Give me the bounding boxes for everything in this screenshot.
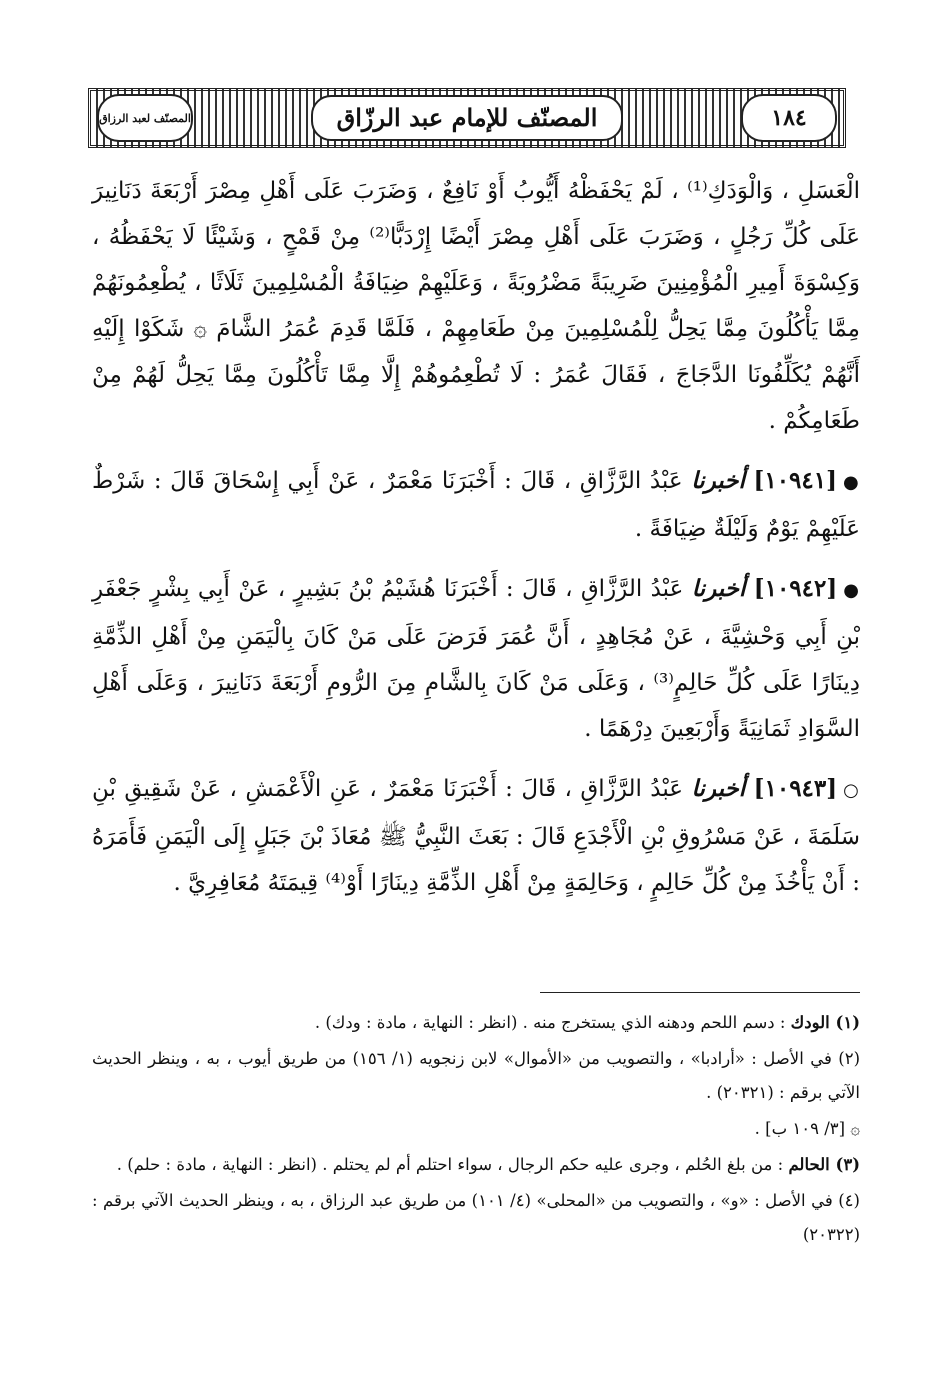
hadith-10943 [92,766,860,906]
footnote-term: (١) الودك [790,1013,860,1032]
hadith-number: [١٠٩٤٢] [753,575,838,602]
paragraph-continued: الْعَسَلِ ، وَالْوَدَكِ⁽¹⁾ ، لَمْ يَحْفَظْهُ أَيُّوبُ أَوْ نَافِعٌ ، وَضَرَبَ عَلَى أَهْلِ مِصْرَ أَرْبَعَةَ دَنَانِيرَ عَلَى كُلِّ رَجُلٍ ، وَضَرَبَ عَلَى أَهْلِ مِصْرَ أَيْضًا إِرْدَبًّا⁽²⁾ مِنْ قَمْحٍ ، وَشَيْئًا لَا يَحْفَظُهُ ، وَكِسْوَةَ أَمِيرِ الْمُؤْمِنِينَ ضَرِيبَةً مَضْرُوبَةً ، وَعَلَيْهِمْ ضِيَافَةُ الْمُسْلِمِينَ ثَلَاثًا ، يُطْعِمُونَهُمْ مِمَّا يَأْكُلُونَ مِمَّا يَحِلُّ لِلْمُسْلِمِينَ مِنْ طَعَامِهِمْ ، فَلَمَّا قَدِمَ عُمَرُ الشَّامَ ۞ شَكَوْا إِلَيْهِ أَنَّهُمْ يُكَلِّفُونَا الدَّجَاجَ ، فَقَالَ عُمَرُ : لَا تُطْعِمُوهُمْ إِلَّا مِمَّا تَأْكُلُونَ مِمَّا يَحِلُّ لَهُمْ مِنْ طَعَامِكُمْ . [92,178,861,434]
header-title: المصنّف للإمام عبد الرزّاق [311,95,624,141]
footnotes [92,1006,860,1254]
page-number: ١٨٤ [741,94,837,142]
manuscript-folio-note: ۞ [٣/ ١٠٩ ب] . [754,1119,860,1138]
header-emblem-text: المصنّف لعبد الرزاق [99,111,191,125]
footnote-2: (٢) في الأصل : «أرادبا» ، والتصويب من «الأموال» لابن زنجويه (١/ ١٥٦) من طريق أيوب ، به ، وينظر الحديث الآتي برقم : (٢٠٣٢١) . [92,1049,860,1102]
footnote-3 [92,1148,860,1182]
hadith-text: عَبْدُ الرَّزَّاقِ ، قَالَ : أَخْبَرَنَا هُشَيْمُ بْنُ بَشِيرٍ ، عَنْ أَبِي بِشْرٍ جَعْفَرِ بْنِ أَبِي وَحْشِيَّةَ ، عَنْ مُجَاهِدٍ ، أَنَّ عُمَرَ فَرَضَ عَلَى مَنْ كَانَ بِالْيَمَنِ مِنْ أَهْلِ الذِّمَّةِ دِينَارًا عَلَى كُلِّ حَالِمٍ⁽³⁾ ، وَعَلَى مَنْ كَانَ بِالشَّامِ مِنَ الرُّومِ أَرْبَعَةَ دَنَانِيرَ ، وَعَلَى أَهْلِ السَّوَادِ ثَمَانِيَةً وَأَرْبَعِينَ دِرْهَمًا . [92,576,860,742]
hadith-10942 [92,566,860,752]
footnote-text: : من بلغ الحُلم ، وجرى عليه حكم الرجال ، سواء احتلم أم لم يحتلم . (انظر : النهاية ، مادة : حلم) . [116,1155,784,1174]
akhbarana-word: أخبرنا [691,775,746,802]
hadith-number: [١٠٩٤٣] [753,775,838,802]
header-emblem [97,94,193,142]
hadith-number: [١٠٩٤١] [753,467,838,494]
footnote-separator [540,992,860,993]
filled-bullet-icon: ● [843,580,861,601]
akhbarana-word: أخبرنا [691,575,746,602]
main-text [92,168,860,920]
akhbarana-word: أخبرنا [691,467,745,494]
footnote-term: (٣) الحالم [788,1155,860,1174]
footnote-text: : دسم اللحم ودهنه الذي يستخرج منه . (انظر : النهاية ، مادة : ودك) . [314,1013,786,1032]
footnote-1 [92,1006,860,1040]
footnote-4: (٤) في الأصل : «و» ، والتصويب من «المحلى» (٤/ ١٠١) من طريق عبد الرزاق ، به ، وينظر الحديث الآتي برقم : (٢٠٣٢٢) [92,1191,860,1244]
hadith-text: عَبْدُ الرَّزَّاقِ ، قَالَ : أَخْبَرَنَا مَعْمَرٌ ، عَنْ أَبِي إِسْحَاقَ قَالَ : شَرْطٌ عَلَيْهِمْ يَوْمٌ وَلَيْلَةٌ ضِيَافَةً . [92,468,860,542]
filled-bullet-icon: ● [843,472,861,493]
hadith-10941 [92,458,860,552]
running-header [88,88,846,148]
hollow-bullet-icon: ○ [843,780,860,801]
hadith-text: عَبْدُ الرَّزَّاقِ ، قَالَ : أَخْبَرَنَا مَعْمَرٌ ، عَنِ الْأَعْمَشِ ، عَنْ شَقِيقِ بْنِ سَلَمَةَ ، عَنْ مَسْرُوقِ بْنِ الْأَجْدَعِ قَالَ : بَعَثَ النَّبِيُّ ﷺ مُعَاذَ بْنَ جَبَلٍ إِلَى الْيَمَنِ فَأَمَرَهُ : أَنْ يَأْخُذَ مِنْ كُلِّ حَالِمٍ ، وَحَالِمَةٍ مِنْ أَهْلِ الذِّمَّةِ دِينَارًا أَوْ⁽⁴⁾ قِيمَتَهُ مُعَافِرِيَّ . [92,776,860,896]
